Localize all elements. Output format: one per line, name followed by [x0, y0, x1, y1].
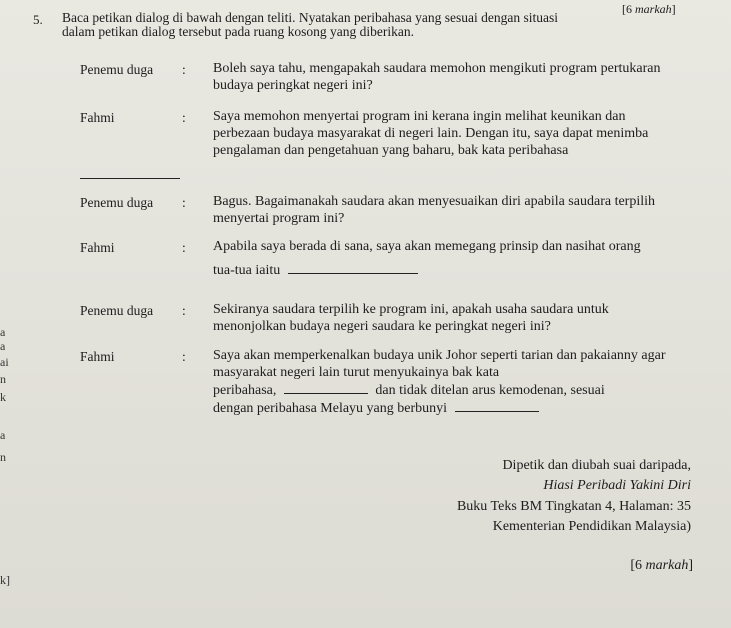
answer-blank[interactable]: [80, 166, 180, 179]
speaker-name: Penemu duga: [80, 303, 154, 318]
dialog-colon: :: [182, 240, 186, 255]
source-publisher: Kementerian Pendidikan Malaysia): [492, 519, 691, 534]
utterance-text: dengan peribahasa Melayu yang berbunyi: [213, 401, 448, 416]
question-instruction: [62, 11, 702, 39]
dialog-utterance: Bagus. Bagaimanakah saudara akan menyesuaikan diri apabila saudara terpilih menyertai program ini?: [213, 194, 655, 226]
instruction-line: dalam petikan dialog tersebut pada ruang kosong yang diberikan.: [62, 24, 415, 39]
answer-blank[interactable]: [288, 261, 418, 274]
source-citation: Dipetik dan diubah suai daripada,: [502, 458, 691, 473]
utterance-text: tua-tua iaitu: [213, 263, 281, 278]
dialog-utterance: Boleh saya tahu, mengapakah saudara memohon mengikuti program pertukaran budaya peringkat negeri ini?: [213, 61, 661, 93]
edge-fragment: a: [0, 428, 6, 442]
dialog-colon: :: [182, 303, 186, 318]
source-title: Hiasi Peribadi Yakini Diri: [543, 478, 691, 493]
marks-label-top: [6 markah]: [622, 2, 676, 16]
speaker-name: Fahmi: [80, 349, 115, 364]
speaker-name: Fahmi: [80, 240, 115, 255]
edge-fragment: n: [0, 372, 6, 386]
instruction-line: Baca petikan dialog di bawah dengan teliti. Nyatakan peribahasa yang sesuai dengan situasi: [62, 10, 558, 25]
dialog-utterance: [213, 238, 683, 279]
edge-fragment: k: [0, 390, 6, 404]
speaker-name: Penemu duga: [80, 195, 154, 210]
dialog-utterance: [213, 347, 683, 417]
answer-blank[interactable]: [284, 381, 368, 394]
dialog-utterance: Saya memohon menyertai program ini kerana ingin melihat keunikan dan perbezaan budaya masyarakat di negeri lain. Dengan itu, saya dapat menimba pengalaman dan pengetahuan yang baharu, bak kata peribahasa: [213, 109, 649, 158]
speaker-name: Fahmi: [80, 110, 115, 125]
edge-fragment: ai: [0, 355, 9, 369]
question-number: 5.: [33, 12, 43, 27]
source-book: Buku Teks BM Tingkatan 4, Halaman: 35: [456, 499, 691, 514]
utterance-text: dan tidak ditelan arus kemodenan, sesuai: [375, 383, 605, 398]
marks-label-bottom: [6 markah]: [630, 558, 693, 573]
edge-fragment: a: [0, 339, 6, 353]
edge-fragment: a: [0, 325, 6, 339]
utterance-text: Apabila saya berada di sana, saya akan memegang prinsip dan nasihat orang: [213, 239, 641, 254]
dialog-utterance: Sekiranya saudara terpilih ke program ini, apakah usaha saudara untuk menonjolkan budaya negeri saudara ke peringkat negeri ini?: [213, 302, 609, 334]
dialog-colon: :: [182, 62, 186, 77]
edge-fragment: k]: [0, 573, 10, 587]
edge-fragment: n: [0, 450, 6, 464]
utterance-text: Saya akan memperkenalkan budaya unik Johor seperti tarian dan pakaianny agar masyarakat negeri lain turut menyukainya bak kata: [213, 348, 666, 380]
answer-blank[interactable]: [455, 399, 539, 412]
dialog-colon: :: [182, 195, 186, 210]
dialog-colon: :: [182, 349, 186, 364]
speaker-name: Penemu duga: [80, 62, 154, 77]
utterance-text: peribahasa,: [213, 383, 277, 398]
dialog-colon: :: [182, 110, 186, 125]
